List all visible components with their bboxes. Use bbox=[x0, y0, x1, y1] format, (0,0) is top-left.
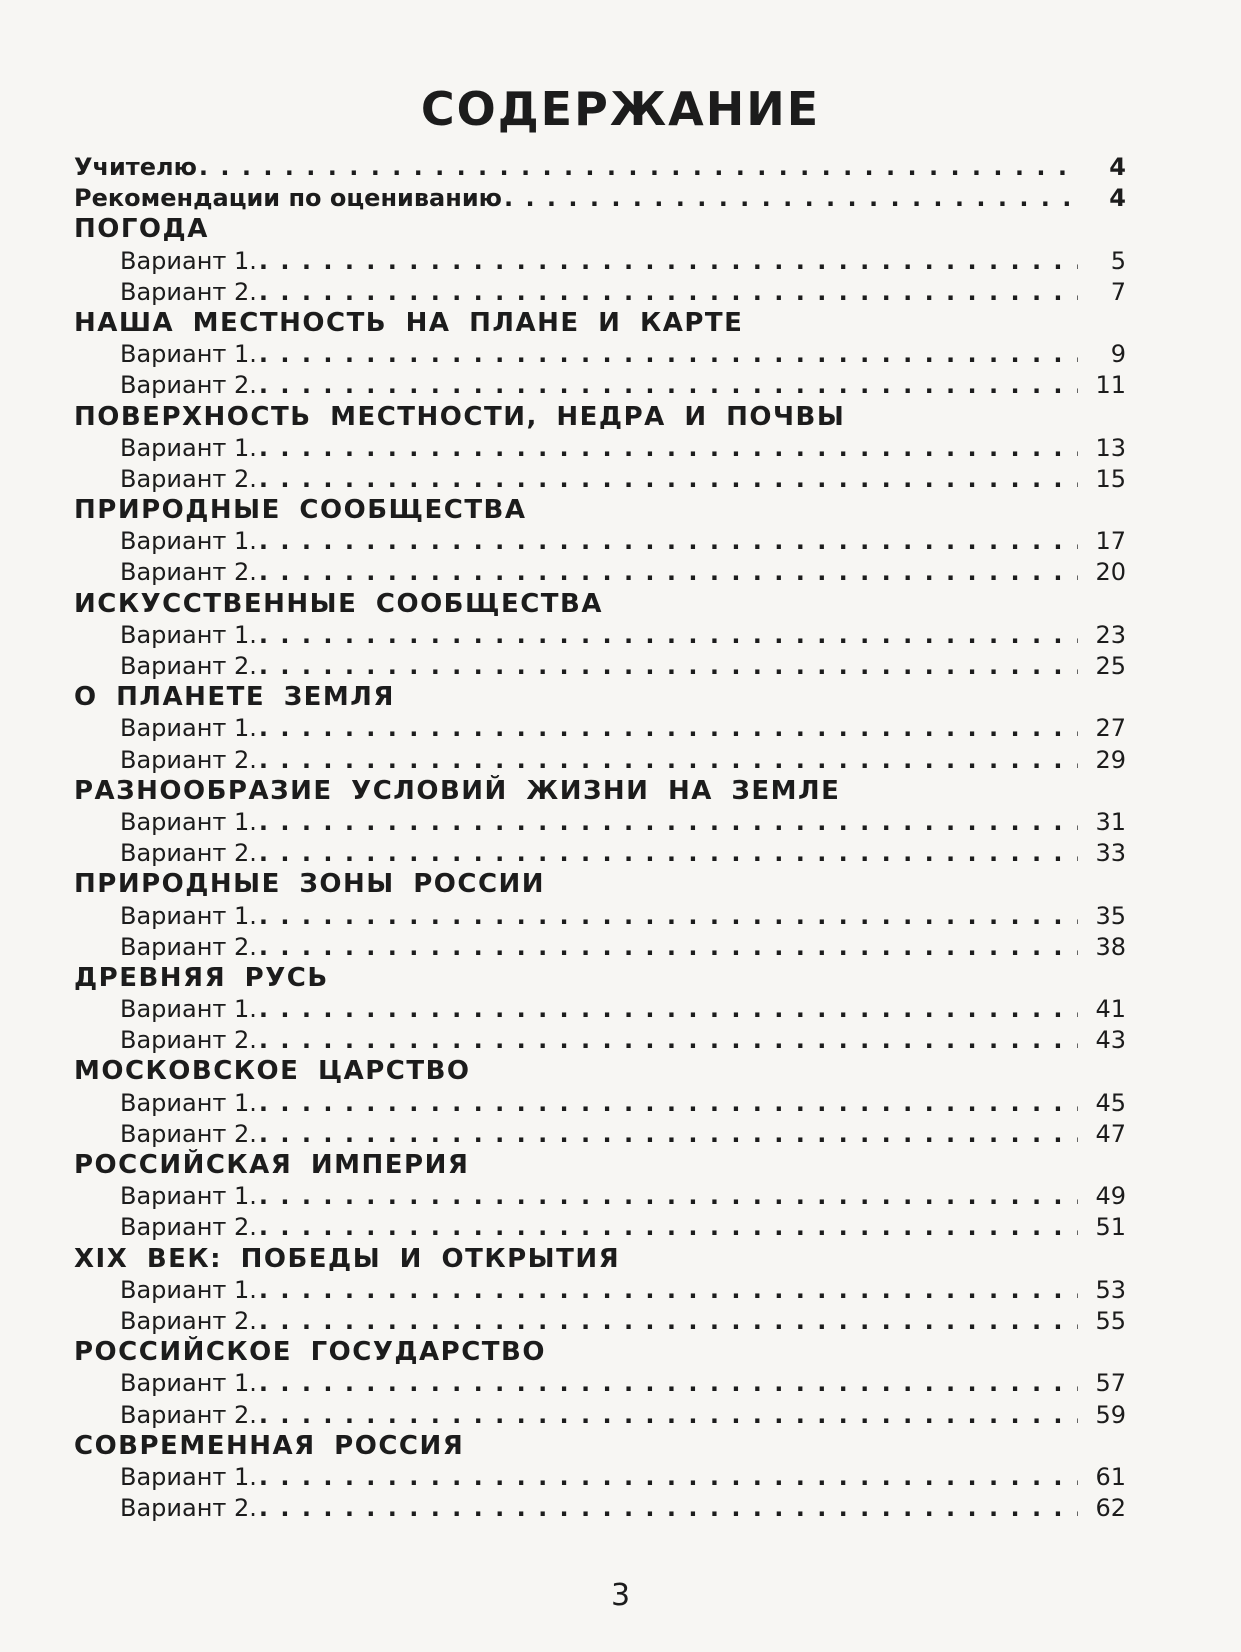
dot-leader bbox=[259, 838, 1078, 869]
dot-leader bbox=[259, 1306, 1078, 1337]
toc-entry-variant bbox=[74, 1400, 1126, 1431]
toc-entry-page: 41 bbox=[1095, 995, 1126, 1024]
toc-entry-page: 4 bbox=[1109, 153, 1126, 181]
toc-entry-page: 5 bbox=[1110, 246, 1126, 275]
toc-entry-variant bbox=[74, 1212, 1126, 1243]
toc-section-heading: РОССИЙСКАЯ ИМПЕРИЯ bbox=[74, 1150, 470, 1180]
toc-section-heading: НАША МЕСТНОСТЬ НА ПЛАНЕ И КАРТЕ bbox=[74, 307, 744, 338]
dot-leader bbox=[259, 994, 1078, 1025]
toc-entry-label: Вариант 2. bbox=[120, 371, 257, 400]
toc-entry-page: 61 bbox=[1095, 1462, 1126, 1491]
toc-entry-variant bbox=[74, 1493, 1126, 1524]
toc-entry-label: Вариант 2. bbox=[120, 932, 257, 961]
toc-entry-label: Вариант 2. bbox=[120, 839, 257, 868]
dot-leader bbox=[259, 620, 1078, 651]
toc-entry-variant bbox=[74, 994, 1126, 1025]
toc-entry-page: 45 bbox=[1095, 1088, 1126, 1117]
toc-entry-page: 43 bbox=[1095, 1026, 1126, 1055]
toc-entry-page: 4 bbox=[1109, 184, 1126, 213]
toc-entry-page: 33 bbox=[1095, 839, 1126, 868]
toc-entry-teacher bbox=[74, 152, 1126, 183]
toc-section-heading: РАЗНООБРАЗИЕ УСЛОВИЙ ЖИЗНИ НА ЗЕМЛЕ bbox=[74, 775, 841, 806]
toc-entry-page: 15 bbox=[1095, 464, 1126, 493]
toc-entry-variant bbox=[74, 433, 1126, 464]
toc-entry-variant bbox=[74, 1119, 1126, 1150]
toc-entry-label: Вариант 2. bbox=[120, 1494, 257, 1523]
toc-entry-variant bbox=[74, 557, 1126, 588]
toc-entry-label: Вариант 1. bbox=[120, 1088, 257, 1117]
dot-leader bbox=[259, 807, 1078, 838]
dot-leader bbox=[259, 745, 1078, 776]
toc-entry-page: 47 bbox=[1095, 1119, 1126, 1148]
dot-leader bbox=[259, 246, 1078, 277]
toc-entry-label: Вариант 1. bbox=[120, 527, 257, 556]
toc-entry-label: Вариант 2. bbox=[120, 1026, 257, 1055]
toc-entry-page: 51 bbox=[1095, 1213, 1126, 1242]
toc-entry-label: Вариант 2. bbox=[120, 277, 257, 306]
dot-leader bbox=[259, 339, 1078, 370]
toc-section-heading: СОВРЕМЕННАЯ РОССИЯ bbox=[74, 1430, 465, 1461]
dot-leader bbox=[259, 932, 1078, 963]
dot-leader bbox=[259, 651, 1078, 682]
toc-entry-label: Вариант 1. bbox=[120, 714, 257, 743]
toc-entry-variant bbox=[74, 1275, 1126, 1306]
toc-entry-page: 20 bbox=[1095, 558, 1126, 587]
toc-entry-label: Вариант 1. bbox=[120, 901, 257, 930]
toc-entry-variant bbox=[74, 464, 1126, 495]
dot-leader bbox=[259, 1462, 1078, 1493]
dot-leader bbox=[259, 557, 1078, 588]
toc-entry-variant bbox=[74, 370, 1126, 401]
toc-entry-variant bbox=[74, 745, 1126, 776]
toc-entry-variant bbox=[74, 838, 1126, 869]
toc-entry-variant bbox=[74, 1368, 1126, 1399]
toc-entry-page: 38 bbox=[1095, 932, 1126, 961]
toc-section-heading: МОСКОВСКОЕ ЦАРСТВО bbox=[74, 1056, 471, 1087]
toc-entry-label: Вариант 2. bbox=[120, 558, 257, 587]
toc-entry-page: 13 bbox=[1095, 433, 1126, 462]
toc-entry-variant bbox=[74, 277, 1126, 308]
toc-entry-variant bbox=[74, 901, 1126, 932]
table-of-contents bbox=[74, 152, 1126, 1524]
dot-leader bbox=[259, 370, 1078, 401]
toc-entry-label: Вариант 2. bbox=[120, 652, 257, 680]
toc-entry-label: Вариант 1. bbox=[120, 433, 257, 462]
dot-leader bbox=[259, 464, 1078, 495]
toc-entry-label: Вариант 1. bbox=[120, 807, 257, 836]
toc-entry-label: Вариант 2. bbox=[120, 464, 257, 493]
toc-entry-page: 55 bbox=[1095, 1306, 1126, 1335]
toc-entry-page: 9 bbox=[1110, 340, 1126, 369]
dot-leader bbox=[259, 1400, 1078, 1431]
toc-entry-page: 29 bbox=[1095, 745, 1126, 774]
dot-leader bbox=[259, 526, 1078, 557]
dot-leader bbox=[199, 152, 1078, 183]
toc-section-heading: ПОВЕРХНОСТЬ МЕСТНОСТИ, НЕДРА И ПОЧВЫ bbox=[74, 401, 846, 432]
toc-entry-label: Вариант 1. bbox=[120, 1462, 257, 1491]
toc-entry-variant bbox=[74, 1306, 1126, 1337]
toc-entry-page: 59 bbox=[1095, 1400, 1126, 1429]
toc-entry-variant bbox=[74, 246, 1126, 277]
toc-entry-variant bbox=[74, 807, 1126, 838]
page-title: СОДЕРЖАНИЕ bbox=[420, 82, 821, 136]
toc-entry-label: Вариант 1. bbox=[120, 1275, 257, 1304]
dot-leader bbox=[259, 1493, 1078, 1524]
toc-entry-label: Вариант 1. bbox=[120, 1182, 257, 1211]
toc-entry-label: Вариант 1. bbox=[120, 246, 257, 275]
toc-entry-page: 53 bbox=[1095, 1275, 1126, 1304]
toc-entry-page: 11 bbox=[1095, 371, 1126, 400]
toc-entry-label: Вариант 2. bbox=[120, 1119, 257, 1148]
toc-entry-label: Учителю bbox=[74, 153, 197, 181]
toc-sections bbox=[74, 214, 1126, 1524]
toc-entry-page: 27 bbox=[1095, 714, 1126, 743]
toc-entry-label: Вариант 1. bbox=[120, 1369, 257, 1398]
toc-section-heading: XIX ВЕК: ПОБЕДЫ И ОТКРЫТИЯ bbox=[74, 1243, 621, 1274]
toc-entry-variant bbox=[74, 713, 1126, 744]
dot-leader bbox=[259, 901, 1078, 932]
toc-section-heading: ИСКУССТВЕННЫЕ СООБЩЕСТВА bbox=[74, 588, 603, 619]
toc-entry-label: Вариант 1. bbox=[120, 340, 257, 369]
toc-entry-variant bbox=[74, 339, 1126, 370]
toc-entry-variant bbox=[74, 1088, 1126, 1119]
toc-entry-variant bbox=[74, 1181, 1126, 1212]
toc-entry-page: 35 bbox=[1095, 901, 1126, 930]
toc-section-heading: ПРИРОДНЫЕ ЗОНЫ РОССИИ bbox=[74, 869, 546, 900]
toc-entry-label: Вариант 1. bbox=[120, 995, 257, 1024]
toc-entry-variant bbox=[74, 651, 1126, 682]
dot-leader bbox=[259, 1025, 1078, 1056]
toc-section-heading: РОССИЙСКОЕ ГОСУДАРСТВО bbox=[74, 1337, 546, 1368]
dot-leader bbox=[259, 433, 1078, 464]
toc-entry-page: 25 bbox=[1095, 652, 1126, 680]
toc-entry-variant bbox=[74, 526, 1126, 557]
toc-section-heading: ДРЕВНЯЯ РУСЬ bbox=[74, 962, 329, 993]
toc-entry-label: Вариант 2. bbox=[120, 1306, 257, 1335]
dot-leader bbox=[504, 183, 1078, 214]
dot-leader bbox=[259, 1181, 1078, 1212]
toc-entry-variant bbox=[74, 1025, 1126, 1056]
toc-entry-label: Вариант 1. bbox=[120, 620, 257, 649]
toc-entry-variant bbox=[74, 620, 1126, 651]
toc-section-heading: ПОГОДА bbox=[74, 214, 209, 245]
toc-section-heading: ПРИРОДНЫЕ СООБЩЕСТВА bbox=[74, 495, 527, 526]
dot-leader bbox=[259, 713, 1078, 744]
toc-entry-page: 7 bbox=[1110, 277, 1126, 306]
dot-leader bbox=[259, 1212, 1078, 1243]
toc-entry-label: Вариант 2. bbox=[120, 1400, 257, 1429]
dot-leader bbox=[259, 1088, 1078, 1119]
toc-entry-label: Вариант 2. bbox=[120, 1213, 257, 1242]
toc-entry-recommendations bbox=[74, 183, 1126, 214]
toc-section-heading: О ПЛАНЕТЕ ЗЕМЛЯ bbox=[74, 682, 395, 713]
toc-entry-variant bbox=[74, 1462, 1126, 1493]
dot-leader bbox=[259, 277, 1078, 308]
dot-leader bbox=[259, 1275, 1078, 1306]
toc-entry-page: 17 bbox=[1095, 527, 1126, 556]
page-number: 3 bbox=[610, 1578, 631, 1613]
toc-entry-page: 57 bbox=[1095, 1369, 1126, 1398]
toc-entry-label: Вариант 2. bbox=[120, 745, 257, 774]
dot-leader bbox=[259, 1368, 1078, 1399]
toc-entry-page: 23 bbox=[1095, 620, 1126, 649]
toc-entry-page: 49 bbox=[1095, 1182, 1126, 1211]
dot-leader bbox=[259, 1119, 1078, 1150]
toc-entry-page: 62 bbox=[1095, 1494, 1126, 1523]
toc-entry-page: 31 bbox=[1095, 807, 1126, 836]
toc-entry-label: Рекомендации по оцениванию bbox=[74, 184, 502, 213]
toc-entry-variant bbox=[74, 932, 1126, 963]
